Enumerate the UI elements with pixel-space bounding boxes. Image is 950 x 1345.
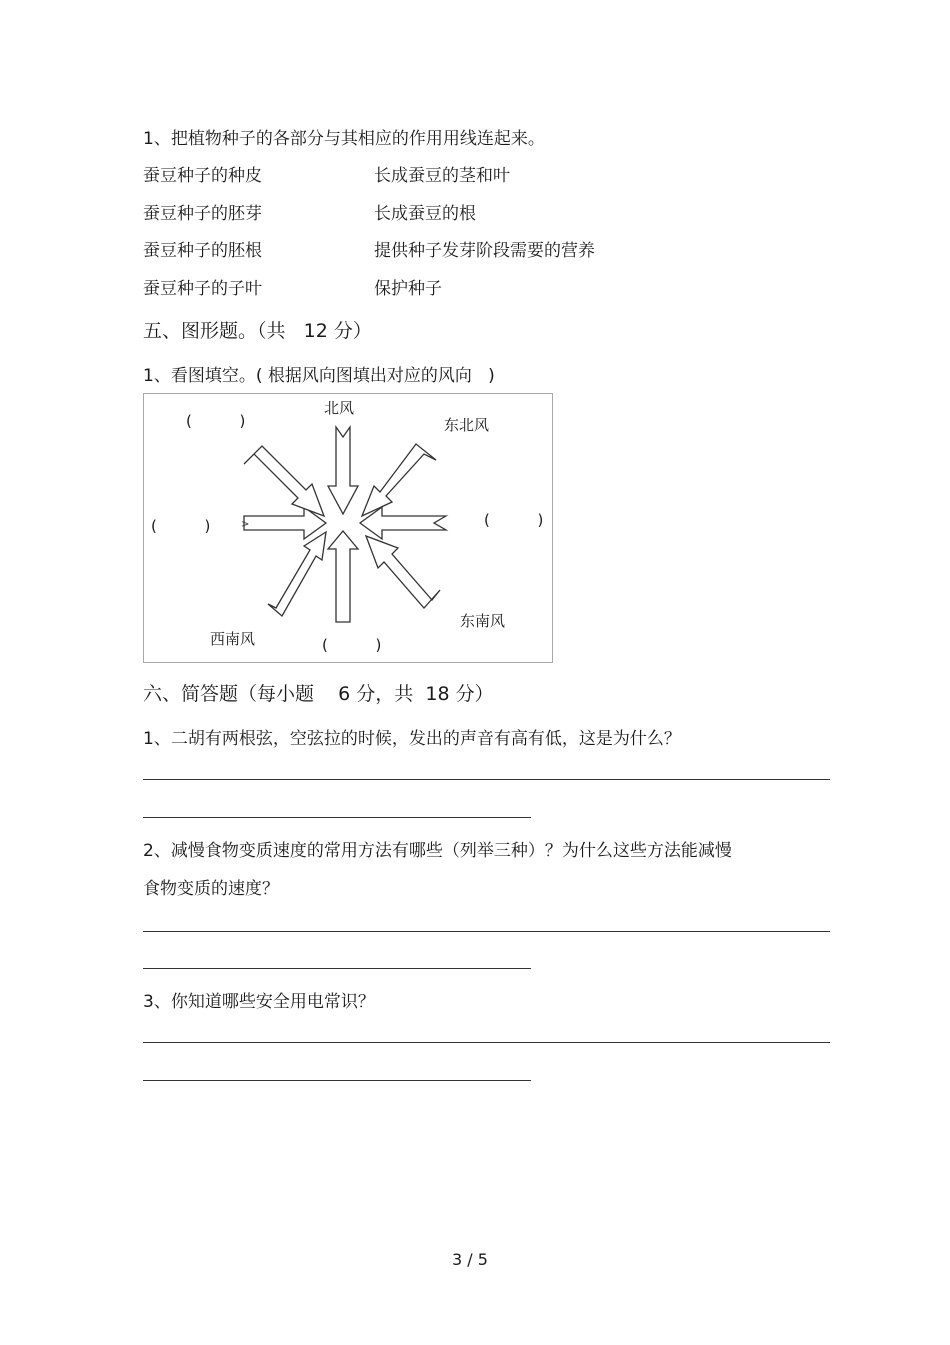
north-wind-label: 北风: [324, 399, 355, 417]
matching-part-2: 蚕豆种子的胚芽: [143, 204, 262, 224]
section6-title: 六、简答题（每小题 6 分，共 18 分）: [143, 683, 494, 705]
blank-northwest: ( ): [186, 412, 246, 430]
blank-south: ( ): [322, 636, 382, 654]
north-arrow: [328, 427, 358, 514]
south-arrow: [328, 531, 358, 622]
matching-part-1: 蚕豆种子的种皮: [143, 166, 262, 186]
matching-function-1: 长成蚕豆的茎和叶: [374, 166, 510, 186]
matching-function-2: 长成蚕豆的根: [374, 204, 476, 224]
answer-line-2a[interactable]: [143, 931, 830, 932]
short-answer-question-2-line1: 2、减慢食物变质速度的常用方法有哪些（列举三种）？为什么这些方法能减慢: [143, 841, 732, 861]
section5-title: 五、图形题。（共 12 分）: [143, 320, 372, 342]
matching-function-3: 提供种子发芽阶段需要的营养: [374, 241, 595, 261]
answer-line-3a[interactable]: [143, 1042, 830, 1043]
west-arrow-tip-mark: >: [241, 519, 250, 530]
matching-part-3: 蚕豆种子的胚根: [143, 241, 262, 261]
southeast-wind-label: 东南风: [460, 612, 506, 630]
northeast-wind-label: 东北风: [444, 416, 490, 434]
short-answer-question-2-line2: 食物变质的速度？: [143, 879, 279, 899]
east-arrow: [360, 507, 446, 539]
blank-west: ( ): [151, 517, 211, 535]
section5-question: 1、看图填空。( 根据风向图填出对应的风向 ): [143, 366, 495, 386]
short-answer-question-3: 3、你知道哪些安全用电常识？: [143, 992, 375, 1012]
answer-line-1a[interactable]: [143, 779, 830, 780]
southeast-arrow: [366, 536, 440, 608]
matching-part-4: 蚕豆种子的子叶: [143, 279, 262, 299]
answer-line-2b[interactable]: [143, 968, 531, 969]
northwest-arrow: [244, 446, 324, 516]
answer-line-1b[interactable]: [143, 817, 531, 818]
northeast-arrow: [362, 444, 436, 516]
blank-east: ( ): [484, 511, 544, 529]
page-number: 3 / 5: [452, 1250, 488, 1269]
matching-function-4: 保护种子: [374, 279, 442, 299]
southwest-wind-label: 西南风: [210, 630, 256, 648]
wind-direction-figure: [143, 393, 553, 663]
matching-question: 1、把植物种子的各部分与其相应的作用用线连起来。: [143, 129, 545, 149]
southwest-arrow: [268, 532, 326, 616]
short-answer-question-1: 1、二胡有两根弦，空弦拉的时候，发出的声音有高有低，这是为什么？: [143, 729, 681, 749]
answer-line-3b[interactable]: [143, 1080, 531, 1081]
